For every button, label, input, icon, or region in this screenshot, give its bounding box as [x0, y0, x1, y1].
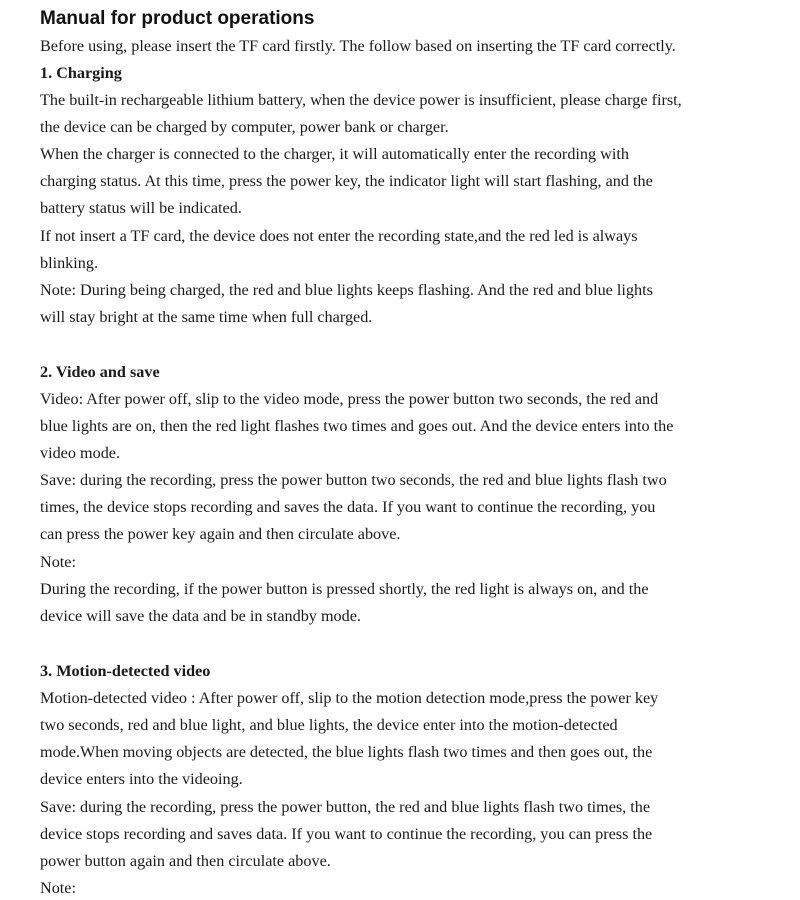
motion-line: device enters into the videoing. [40, 770, 243, 788]
intro-text: Before using, please insert the TF card firstly. The follow based on inserting the TF card correctly. [40, 37, 676, 55]
video-note-line: During the recording, if the power button is pressed shortly, the red light is always on, and the [40, 580, 649, 598]
video-line: Video: After power off, slip to the video mode, press the power button two seconds, the red and [40, 390, 659, 408]
charging-line: blinking. [40, 254, 99, 272]
motion-line: Motion-detected video : After power off, slip to the motion detection mode,press the power key [40, 689, 659, 707]
section-heading-video: 2. Video and save [40, 363, 160, 381]
motion-line: device stops recording and saves data. If you want to continue the recording, you can press the [40, 825, 653, 843]
section-heading-motion: 3. Motion-detected video [40, 662, 211, 680]
video-line: can press the power key again and then circulate above. [40, 525, 401, 543]
charging-line: When the charger is connected to the charger, it will automatically enter the recording with [40, 145, 629, 163]
motion-note-label: Note: [40, 879, 76, 897]
video-line: Save: during the recording, press the power button two seconds, the red and blue lights flash two [40, 471, 667, 489]
charging-line: If not insert a TF card, the device does not enter the recording state,and the red led is always [40, 227, 638, 245]
video-note-line: device will save the data and be in standby mode. [40, 607, 361, 625]
charging-note-line: will stay bright at the same time when full charged. [40, 308, 373, 326]
charging-line: the device can be charged by computer, power bank or charger. [40, 118, 449, 136]
video-note-label: Note: [40, 553, 76, 571]
video-line: blue lights are on, then the red light flashes two times and goes out. And the device enters into the [40, 417, 674, 435]
page-title: Manual for product operations [40, 8, 315, 29]
section-heading-charging: 1. Charging [40, 64, 122, 82]
video-line: times, the device stops recording and saves the data. If you want to continue the recording, you [40, 498, 656, 516]
motion-line: power button again and then circulate above. [40, 852, 331, 870]
charging-line: charging status. At this time, press the power key, the indicator light will start flashing, and the [40, 172, 653, 190]
motion-line: mode.When moving objects are detected, the blue lights flash two times and then goes out, the [40, 743, 653, 761]
charging-line: battery status will be indicated. [40, 199, 242, 217]
charging-line: The built-in rechargeable lithium battery, when the device power is insufficient, please charge first, [40, 91, 682, 109]
motion-line: Save: during the recording, press the power button, the red and blue lights flash two times, the [40, 798, 651, 816]
motion-line: two seconds, red and blue light, and blue lights, the device enter into the motion-detected [40, 716, 618, 734]
video-line: video mode. [40, 444, 121, 462]
charging-note-line: Note: During being charged, the red and blue lights keeps flashing. And the red and blue lights [40, 281, 653, 299]
